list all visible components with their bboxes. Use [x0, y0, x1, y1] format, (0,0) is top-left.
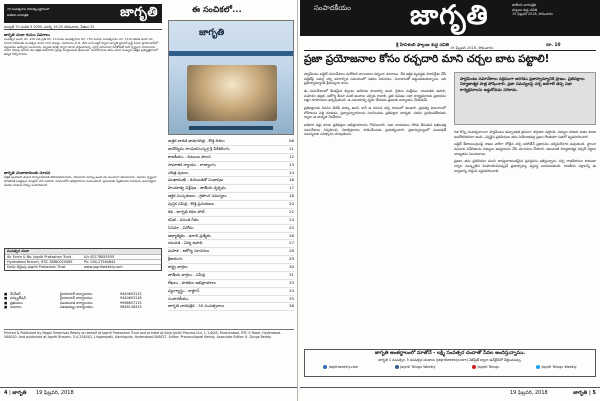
toc-item-title: హిందూత్వ విశ్లేషణ - జాతీయ దృక్పథం	[168, 185, 226, 191]
page-footer	[300, 387, 600, 399]
toc-item[interactable]	[168, 217, 294, 225]
toc-item-title: పుస్తక సమీక్ష - కొత్త ప్రచురణలు	[168, 201, 215, 206]
toc-item-title: ఆధ్యాత్మికం - ఉగాది ప్రత్యేకం	[168, 232, 212, 238]
toc-item-title: మహిళ - ఆరోగ్య సూచనలు	[168, 248, 210, 254]
toc-item-title: కవిత - వసంత గీతం	[168, 216, 199, 222]
social-links	[305, 365, 595, 370]
masthead-logo: జాగృతి	[410, 0, 489, 31]
table-cell: Daily చెల్లింపు Jagriti Prakashan Trust	[7, 265, 66, 270]
toc-item-title: భావోద్యమ సాంఘికసంస్కర్త శ్రీ వీరేశలింగం	[168, 145, 230, 151]
toc-item-page: 13	[289, 161, 294, 167]
toc-item[interactable]	[168, 264, 294, 272]
footer-date: 19 ఫిబ్రవరి, 2018	[35, 390, 74, 396]
contact-name: చందాలు	[10, 304, 22, 309]
toc-item-page: 18	[289, 193, 294, 199]
contact-list	[4, 292, 162, 309]
toc-item-page: 20	[289, 201, 294, 206]
toc-item-title: ఆర్థిక సంస్కరణలు - రైతాంగ సమస్యలు	[168, 193, 227, 199]
right-page	[300, 0, 600, 401]
online-notice	[304, 349, 596, 377]
footer-brand: జాగృతి	[12, 390, 27, 396]
toc-item-page: 16	[289, 177, 294, 183]
toc-item[interactable]	[168, 225, 294, 233]
issue-date: 19 ఫిబ్రవరి 2018, సోమవారం	[450, 46, 494, 50]
registration-line: సంపుటి 70 సంచిక 9 2000, మార్చి 19-25 సోమవారం, పేజీలు 32	[4, 25, 162, 30]
contact-place: హైదరాబాద్ కార్యాలయం	[60, 296, 93, 301]
masthead-line: జాతీయ వారపత్రిక	[7, 14, 29, 17]
page-footer	[0, 387, 298, 399]
table-cell[interactable]: www.jagritiweekly.com	[84, 265, 123, 270]
table-row	[5, 264, 161, 269]
toc-item-page: 17	[289, 185, 294, 191]
editorial-column-1	[304, 72, 446, 344]
contact-phone[interactable]: 9966637113	[120, 300, 142, 305]
toc-item-page: 33	[289, 279, 294, 285]
masthead-logo: జాగృతి	[120, 5, 158, 20]
table-cell: Air Force & No. Jagriti Prakashan Trust	[7, 255, 72, 259]
toc-item[interactable]	[168, 288, 294, 296]
toc-item-page: 36	[289, 303, 294, 309]
toc-item[interactable]	[168, 256, 294, 264]
section-heading: జాగృతి చందాదారులకు సూచన	[4, 170, 51, 175]
cover-logo: జాగృతి	[199, 28, 225, 38]
left-page	[0, 0, 298, 401]
toc-item-title: సంపాదకీయం	[168, 295, 189, 301]
contact-place: విశాఖపట్నం కార్యాలయం	[60, 304, 93, 309]
toc-item[interactable]	[168, 201, 294, 209]
globe-icon	[323, 365, 327, 369]
toc-item-page: 30	[289, 264, 294, 269]
social-link-label: jagritiweekly.com	[328, 364, 359, 369]
paragraph: ప్రజలు తమ ప్రతినిధుల నుంచి బాధ్యతాయుతమైన ప్రవర్తనను ఆశిస్తున్నారు. రచ్చ రాజకీయాలు కాకుండా చర్చల సంస్కృతిని పెంపొందించినప్పుడే ప్రజాస్వామ్య వ్యవస్థ బలపడుతుంది. రాజకీయ పక్షాలన్నీ ఈ వాస్తవాన్ని గుర్తించి వ్యవహరించాలి.	[454, 159, 596, 173]
toc-item-title: ముఖాముఖి - రచయితతో సంభాషణ	[168, 177, 223, 183]
contact-name: సర్క్యులేషన్	[10, 296, 26, 301]
contact-place: విజయవాడ కార్యాలయం	[60, 300, 93, 305]
toc-item-title: రాజకీయం - కుటుంబ పాలన	[168, 153, 211, 159]
paragraph: అధికార పక్షం కూడా ప్రతిపక్షాల అభిప్రాయాలను గౌరవించాలి. సభా నాయకులు చొరవ తీసుకుని అఖిలపక్ష సమావేశాలు నిర్వహించి, ఏకాభిప్రాయం సాధించేందుకు ప్రయత్నించాలి. ప్రజాస్వామ్యంలో సంభాషణే సమస్యలకు పరిష్కారం చూపుతుంది.	[304, 122, 446, 137]
toc-item-page: 25	[289, 224, 294, 230]
contact-row	[4, 305, 162, 309]
bullet-icon: ■	[4, 292, 8, 296]
toc-item[interactable]	[168, 170, 294, 178]
contact-name: మేనేజర్	[10, 292, 21, 296]
toc-item[interactable]	[168, 248, 294, 256]
contact-phone[interactable]: 9440603118	[120, 296, 142, 301]
toc-item-title: జాగృతి వారపత్రిక - 50 సంవత్సరాలు	[168, 303, 225, 309]
contact-phone[interactable]: 9440603115	[120, 292, 142, 296]
toc-item[interactable]	[168, 185, 294, 193]
section-text: పత్రిక అందనిచో వెంటనే కార్యాలయానికి తెలియజేయగలరు. చిరునామా మార్పు ఉంటే నెల ముందుగా తెలుపగలరు. రచనలు స్పష్టంగా కాగితానికి ఒకవైపున మాత్రమే రాసి పంపాలి. రచనలలోని అభిప్రాయాలు రచయితలవే. ప్రచురణకు స్వీకరించిన రచనలను అవసరమైన మేరకు సవరించే హక్కు సంపాదకులదే.	[4, 176, 157, 187]
toc-item-page: 12	[289, 153, 294, 159]
toc-item[interactable]	[168, 209, 294, 217]
bullet-icon: ■	[4, 300, 8, 305]
toc-item[interactable]	[168, 193, 294, 201]
toc-item-title: కథ - జాగృతి కథల పోటీ	[168, 208, 205, 214]
subtitle-line: జాతీయ వారపత్రిక	[512, 3, 537, 7]
page-number: జాగృతి | 5	[573, 390, 596, 396]
table-of-contents	[168, 138, 294, 311]
pull-quote: పార్లమెంటు సమావేశాలు సక్రమంగా జరగడం ప్రజాస్వామ్యానికి ప్రాణం. ప్రతిపక్షాలు నిర్మాణాత్మక పాత్ర పోషించాలి. ప్రజా సమస్యలపై చర్చ జరగాలే తప్ప సభా కార్యక్రమాలను అడ్డుకోవడం సరికాదు.	[454, 72, 596, 125]
toc-item-page: 35	[289, 295, 294, 301]
social-link-youtube[interactable]	[472, 365, 499, 370]
social-link-facebook[interactable]	[395, 365, 436, 370]
toc-item-page: 06	[289, 138, 294, 143]
table-row	[5, 259, 161, 264]
toc-item[interactable]	[168, 177, 294, 185]
toc-item-page: 28	[289, 248, 294, 254]
toc-item[interactable]	[168, 280, 294, 288]
page-number: 4	[4, 390, 8, 396]
table-row	[5, 254, 161, 259]
toc-item[interactable]	[168, 240, 294, 248]
social-link-label: Jagriti Telugu	[477, 364, 500, 369]
footer-date: 19 ఫిబ్రవరి, 2018	[510, 390, 548, 396]
section-text: సంవత్సర చందా రూ. 400 విడి ప్రతి రూ. 10 రెండు సంవత్సరాలు రూ. 750 మూడు సంవత్సరాలు రూ. 1100 జీవిత చందా రూ. 5000 విదేశాలకు సంవత్సర చందా 100 డాలర్లు. చందాలను డి.డి. లేదా మనీ ఆర్డర్ ద్వారా జాగృతి ప్రకాశన్ ట్రస్ట్ పేరున హైదరాబాద్‌లో చెల్లుబాటు అయ్యేలా పంపగలరు. బ్యాంకు ఖాతా ద్వారా కూడా చెల్లించవచ్చు. పూర్తి చిరునామా పిన్‌కోడ్‌తో సహా స్పష్టంగా రాయగలరు. చందా గడువు ముగిసే నెల పత్రిక చిరునామా స్లిప్‌పై ముద్రించబడి ఉంటుంది. చందాదారులు తమ చందా సంఖ్యను ఉత్తర ప్రత్యుత్తరాలలో తప్పక పేర్కొనగలరు.	[4, 38, 159, 56]
twitter-icon	[536, 365, 540, 369]
masthead-subtitle	[512, 3, 598, 17]
notice-text: జాగృతి 1 సంవత్సర, 5 సంవత్సర చందాలు (jagritiweekly.com) వెబ్‌సైట్ ద్వారా ఆన్‌లైన్‌లో చెల్లించవచ్చు.	[378, 358, 522, 362]
cover-illustration	[187, 65, 277, 121]
toc-item[interactable]	[168, 138, 294, 146]
toc-item-title: యువత - విద్య ఉపాధి	[168, 240, 203, 246]
toc-item[interactable]	[168, 233, 294, 241]
paragraph: గత కొన్ని సంవత్సరాలుగా పార్లమెంటు ఉత్పాదకత క్రమంగా తగ్గుతూ వస్తోంది. సభ్యుల హాజరు శాతం కూడా ఆందోళనకరంగా ఉంది. ఎన్నికైన ప్రతినిధులు తమ నియోజకవర్గ ప్రజల గొంతుకగా సభలో వ్యవహరించాలి.	[454, 130, 596, 139]
cover-band	[169, 51, 293, 56]
toc-item-page: 22	[289, 208, 294, 214]
cover-caption-bar	[189, 126, 273, 130]
bullet-icon: ■	[4, 304, 8, 309]
toc-item[interactable]	[168, 154, 294, 162]
youtube-icon	[472, 365, 476, 369]
social-link-twitter[interactable]	[536, 365, 577, 370]
social-link-website[interactable]	[323, 365, 358, 370]
toc-item-title: క్రీడారంగం	[168, 256, 183, 262]
toc-heading: ఈ సంచికలో...	[192, 5, 242, 14]
paragraph: బడ్జెట్ కేటాయింపులపై శాఖల వారీగా లోతైన చర్చ జరిగితేనే ప్రజాధనం సద్వినియోగం అవుతుంది. స్థాయీ సంఘాల నివేదికలను సభ్యులు అధ్యయనం చేసి సూచనలు చేయాలి. ఇటువంటి నిర్మాణాత్మక చర్చలే చట్టాల నాణ్యతను పెంచుతాయి.	[454, 142, 596, 156]
cover-thumbnail	[168, 20, 294, 135]
social-link-label: Jagriti Telugu Weekly	[541, 364, 577, 369]
toc-item[interactable]	[168, 296, 294, 304]
contact-phone[interactable]: 9848136433	[120, 304, 142, 309]
toc-item-page: 14	[289, 169, 294, 175]
table-cell: Hyderabad Branch, IFSC SBIN0020069	[7, 260, 73, 265]
section-heading: జాగృతి చందా రుసుం వివరాలు	[4, 32, 50, 37]
toc-item-title: వ్యంగ్యాస్త్రం - కార్టూన్	[168, 287, 200, 293]
masthead-small	[4, 4, 162, 23]
toc-item-title: ఉత్తర భారత భాషాచరిత్ర - కొత్త దిశలు	[168, 138, 225, 143]
toc-item-title: సినిమా - వినోదం	[168, 224, 194, 230]
subscription-table	[4, 248, 162, 271]
subtitle-line: 19 ఫిబ్రవరి 2018, సోమవారం	[512, 12, 553, 17]
toc-item-title: సామాజిక న్యాయం - రాజ్యాంగం	[168, 161, 216, 167]
toc-item-page: 29	[289, 256, 294, 262]
toc-item-title: చరిత్ర పుటలు	[168, 169, 189, 175]
notice-title: జాగృతి అంతర్జాలంలో మాతోనే - లక్ష్మి సంవత్సర చందాతో సేవల అందిస్తున్నాము.	[374, 351, 526, 356]
contact-place: హైదరాబాద్ కార్యాలయం	[60, 292, 93, 296]
contact-name: ప్రకటనలు	[10, 300, 23, 305]
bullet-icon: ■	[4, 296, 8, 301]
toc-item[interactable]	[168, 303, 294, 311]
toc-item-page: 31	[289, 271, 294, 277]
footer-divider: |	[9, 390, 13, 396]
toc-item-title: జాతీయ వార్తలు - సమీక్ష	[168, 271, 205, 277]
toc-item-page: 24	[289, 216, 294, 222]
masthead-line: 70 సంవత్సరాల సాహిత్య ప్రస్థానంలో	[7, 8, 50, 11]
toc-item-title: రాష్ట్ర వార్తలు	[168, 264, 188, 269]
toc-item-page: 27	[289, 240, 294, 246]
subscription-table-header: సంవత్సర చందా	[5, 249, 161, 254]
editorial-header	[300, 0, 600, 36]
toc-item[interactable]	[168, 162, 294, 170]
date-line: శ్రీ హేవిళంబి ఫాల్గుణ శుద్ధ చవితి	[396, 43, 450, 48]
printer-imprint: Printed & Published by Nagol Sreenivas Reddy on behalf of Jagriti Prakashan Trust and printed at Kala Jyothi Process Ltd, 1-1-60/5, Mushirabad, RTC X Road, Hyderabad-500020. And published at Jagriti Bhavan, 3-4-228/4/1, Lingampalli, Kachiguda, Hyderabad-500027. Editor: Pranavulapati Reddy, Associate Editor: K. Durga Reddy.	[4, 329, 294, 339]
paragraph: ఈ సమావేశాలలో కీలకమైన బిల్లులు ఆమోదం పొందాల్సి ఉంది. రైతుల సంక్షేమం, యువతకు ఉపాధి, మహిళల భద్రత, ఆరోగ్య బీమా వంటి అంశాలు చర్చకు రావాలి. ప్రతి నిమిషం సభా కార్యక్రమాలకు ప్రజాధనం లక్షల రూపాయలు ఖర్చవుతుంది. ఆ సమయాన్ని వృథా చేయడం ప్రజలకు అన్యాయం చేయడమే.	[304, 88, 446, 103]
paragraph: పార్లమెంటు బడ్జెట్ సమావేశాలు మరోసారి వాయిదాల పర్వంగా మారాయి. దేశ ఆర్థిక వ్యవస్థకు దిశానిర్దేశం చేసే బడ్జెట్‌పై సమగ్ర చర్చ జరగాల్సిన సమయంలో సభలు నిరసనలు, నినాదాలతో అట్టుడుకుతున్నాయి. ఇది ప్రజాస్వామ్యానికి శ్రేయస్కరం కాదు.	[304, 72, 446, 86]
table-cell: Ph: 040-27564844	[84, 260, 116, 265]
social-link-label: Jagriti Telugu Weekly	[400, 364, 436, 369]
toc-item-title: లేఖలు - పాఠకుల అభిప్రాయాలు	[168, 279, 216, 285]
toc-item-page: 34	[289, 287, 294, 293]
toc-item[interactable]	[168, 272, 294, 280]
toc-item[interactable]	[168, 146, 294, 154]
toc-item-page: 26	[289, 232, 294, 238]
section-label: సంపాదకీయం	[314, 4, 351, 12]
subtitle-line: ఫాల్గుణ శుద్ధ చవితి	[512, 7, 538, 12]
facebook-icon	[395, 365, 399, 369]
editorial-column-2	[454, 130, 596, 344]
editorial-headline: ప్రజా ప్రయోజనాల కోసం రచ్చదారి మాని చర్చల బాట పట్టాలి!	[304, 53, 550, 65]
issue-price: రూ. 10	[546, 43, 561, 48]
paragraph: ప్రతిపక్షాలకు నిరసన తెలిపే హక్కు ఉంది. కానీ ఆ నిరసన చర్చ రూపంలో ఉండాలి. ప్రభుత్వ విధానాలలో లోపాలను ఎత్తి చూపడం, ప్రత్యామ్నాయాలను సూచించడం ప్రతిపక్షాల బాధ్యత. సభను స్తంభింపజేయడం ద్వారా ఆ బాధ్యత నెరవేరదు.	[304, 105, 446, 120]
toc-item-page: 11	[289, 145, 294, 151]
table-cell: A/c 62178855555	[84, 255, 115, 259]
